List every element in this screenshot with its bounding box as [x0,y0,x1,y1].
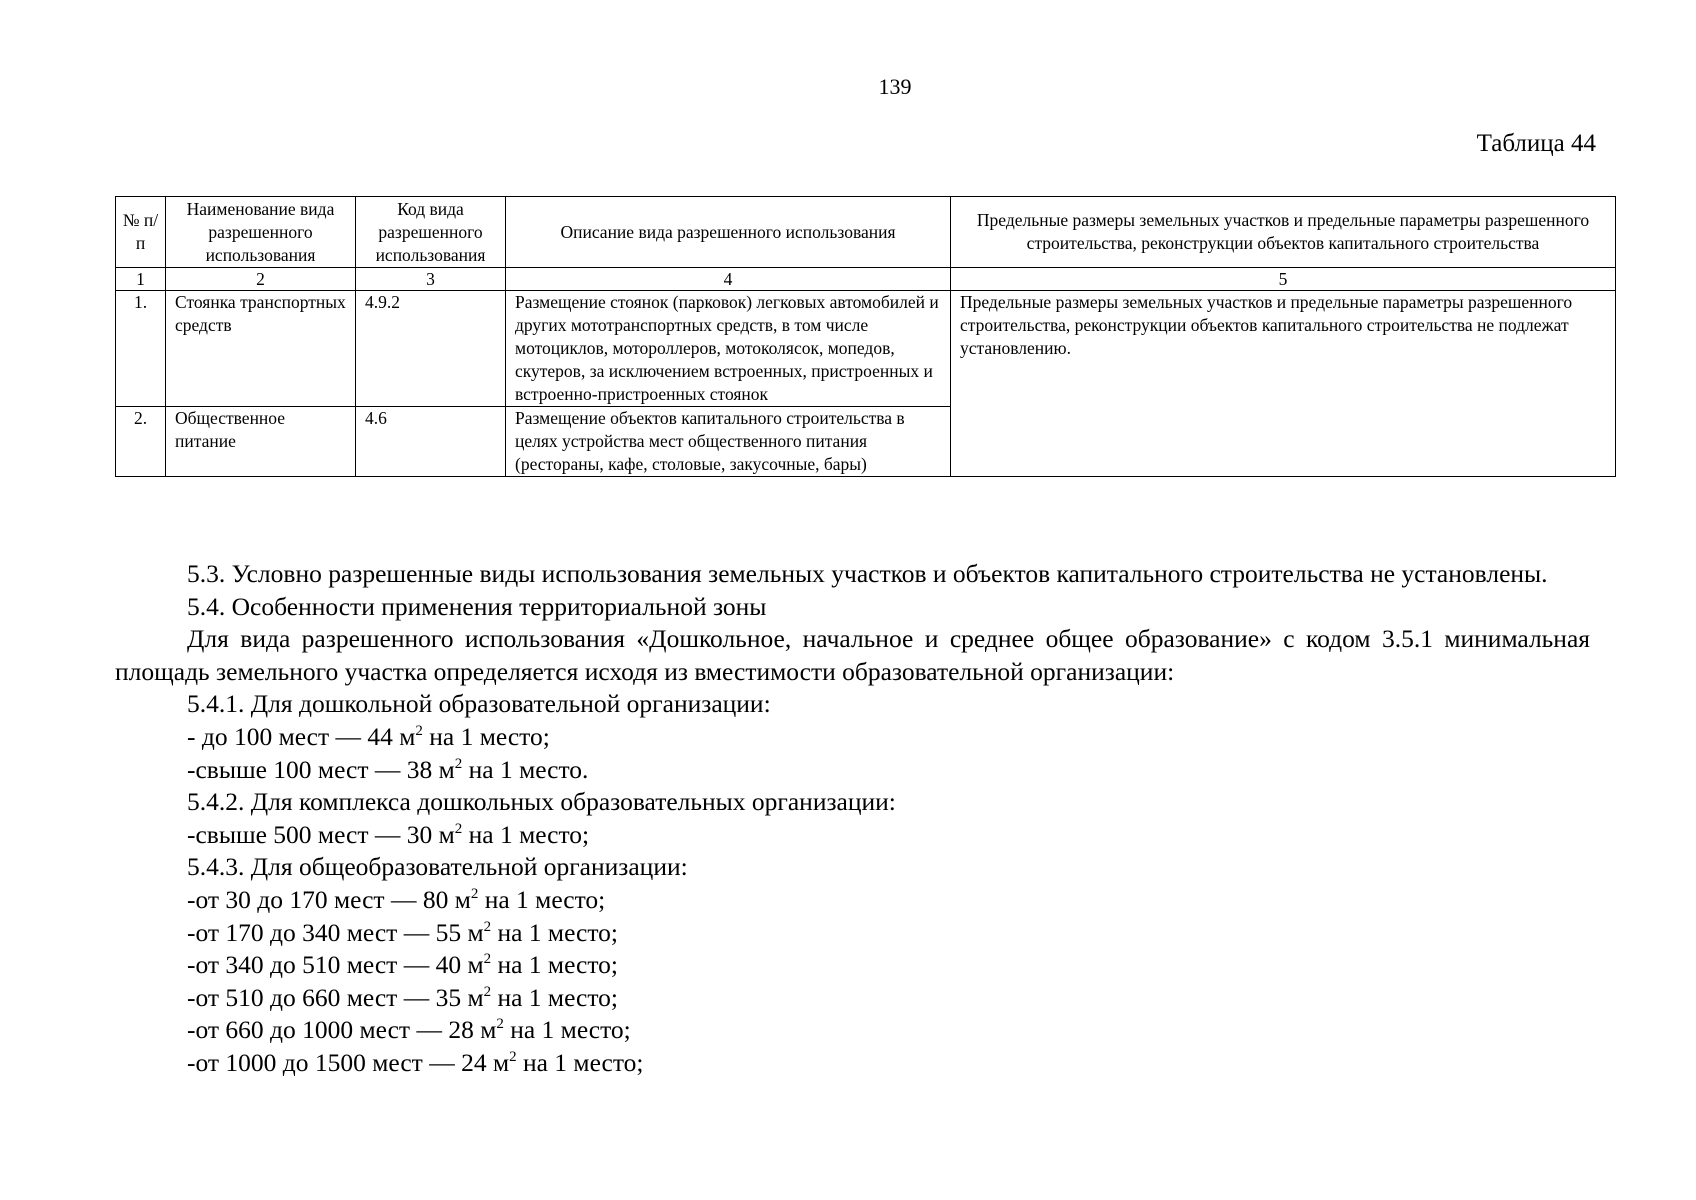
norm-line [115,917,1590,950]
norm-text: - до 100 мест — 44 м [187,721,416,751]
paragraph-5-3: 5.3. Условно разрешенные виды использования земельных участков и объектов капитального строительства не установлены. [187,559,1548,588]
header-cell-description: Описание вида разрешенного использования [506,197,951,268]
norm-line [115,819,1590,852]
norm-superscript: 2 [454,755,463,772]
column-number-row [116,268,1616,291]
header-cell-limits: Предельные размеры земельных участков и предельные параметры разрешенного строительства, реконструкции объектов капитального строительства [951,197,1616,268]
use-description: Размещение стоянок (парковок) легковых автомобилей и других мототранспортных средств, в том числе мотоциклов, мотороллеров, мотоколясок, мопедов, скутеров, за исключением встроенных, пристроенных и встроенно-пристроенных стоянок [506,291,951,407]
paragraph-5-4-3: 5.4.3. Для общеобразовательной организации: [187,852,688,882]
use-code: 4.9.2 [356,291,506,407]
norm-text: -от 510 до 660 мест — 35 м [187,982,484,1012]
column-number: 3 [356,268,506,291]
column-number: 4 [506,268,951,291]
norm-line [115,884,1590,917]
norm-text: на 1 место. [462,754,589,784]
paragraph-5-4: 5.4. Особенности применения территориальной зоны [187,591,767,621]
column-number: 2 [166,268,356,291]
use-name: Общественное питание [166,407,356,477]
norm-superscript: 2 [483,918,492,935]
norm-line [115,1014,1590,1047]
norm-text: на 1 место; [491,917,618,947]
body-text [115,558,1590,1080]
norm-text: на 1 место; [462,819,590,849]
paragraph-5-4-2: 5.4.2. Для комплекса дошкольных образовательных организации: [187,787,896,817]
norm-text: на 1 место; [491,950,618,980]
norm-line [115,754,1590,787]
norm-text: -от 1000 до 1500 мест — 24 м [187,1047,510,1077]
header-cell-name: Наименование вида разрешенного использования [166,197,356,268]
use-code: 4.6 [356,407,506,477]
page-number: 139 [878,74,912,99]
norm-superscript: 2 [483,951,492,968]
norm-superscript: 2 [470,885,479,902]
row-number: 1. [116,291,166,407]
header-cell-code: Код вида разрешенного использования [356,197,506,268]
norm-text: -от 30 до 170 мест — 80 м [187,884,471,914]
table-caption: Таблица 44 [1476,130,1596,157]
table-row [116,291,1616,407]
use-name: Стоянка транспортных средств [166,291,356,407]
norm-text: на 1 место; [516,1047,644,1077]
paragraph-5-4-1: 5.4.1. Для дошкольной образовательной организации: [187,689,771,719]
row-number: 2. [116,407,166,477]
norm-superscript: 2 [415,722,423,739]
norm-superscript: 2 [483,983,492,1000]
norm-superscript: 2 [496,1016,504,1033]
norm-line [115,982,1590,1015]
header-cell-number: № п/п [116,197,166,268]
norm-superscript: 2 [509,1048,517,1065]
norm-line [115,949,1590,982]
column-number: 1 [116,268,166,291]
norm-superscript: 2 [454,820,463,837]
permitted-use-table [115,196,1616,477]
limits-cell: Предельные размеры земельных участков и предельные параметры разрешенного строительства, реконструкции объектов капитального строительства не подлежат установлению. [951,291,1616,477]
norm-text: -от 340 до 510 мест — 40 м [187,950,484,980]
use-description: Размещение объектов капитального строительства в целях устройства мест общественного питания (рестораны, кафе, столовые, закусочные, бары) [506,407,951,477]
table-header-row [116,197,1616,268]
norm-text: -от 660 до 1000 мест — 28 м [187,1015,497,1045]
norm-text: -свыше 500 мест — 30 м [187,819,455,849]
column-number: 5 [951,268,1616,291]
norm-text: -свыше 100 мест — 38 м [187,754,455,784]
paragraph-intro: Для вида разрешенного использования «Дошкольное, начальное и среднее общее образование» с кодом 3.5.1 минимальная площадь земельного участка определяется исходя из вместимости образовательной организации: [115,624,1590,686]
norm-text: на 1 место; [503,1015,631,1045]
norm-line [115,1047,1590,1080]
norm-line [115,721,1590,754]
norm-text: -от 170 до 340 мест — 55 м [187,917,484,947]
norm-text: на 1 место; [422,721,550,751]
norm-text: на 1 место; [491,982,618,1012]
norm-text: на 1 место; [478,884,606,914]
